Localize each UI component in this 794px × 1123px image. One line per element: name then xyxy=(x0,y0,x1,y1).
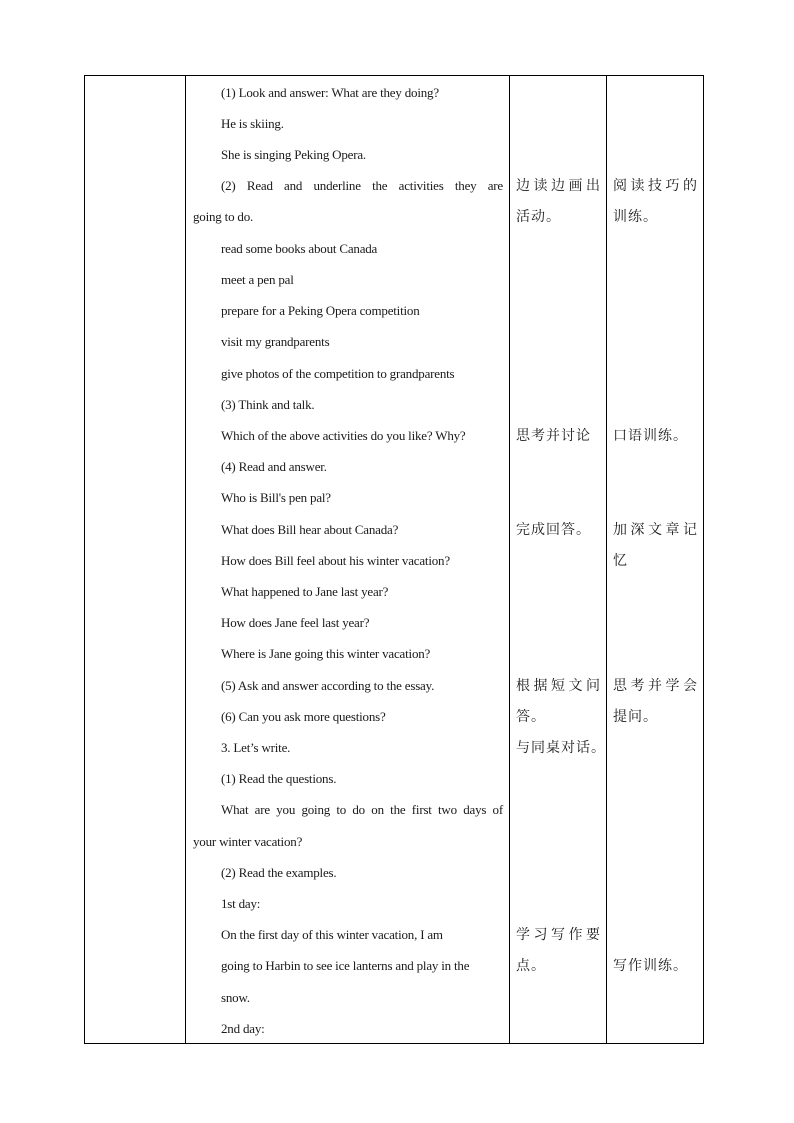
main-line: (2) Read and underline the activities they are xyxy=(221,178,503,193)
main-line: (3) Think and talk. xyxy=(221,397,315,412)
main-line: Who is Bill's pen pal? xyxy=(221,490,331,505)
purpose-line: 训练。 xyxy=(613,209,658,225)
student-line: 完成回答。 xyxy=(516,522,591,538)
main-line: visit my grandparents xyxy=(221,334,330,349)
purpose-line: 忆 xyxy=(613,553,628,569)
purpose-line: 写作训练。 xyxy=(613,958,688,974)
main-line: snow. xyxy=(221,990,250,1005)
student-activity-cell xyxy=(510,76,607,1044)
main-line: (1) Read the questions. xyxy=(221,771,337,786)
teaching-activity-cell xyxy=(186,76,510,1044)
main-line: What happened to Jane last year? xyxy=(221,584,389,599)
main-line: read some books about Canada xyxy=(221,241,378,256)
main-line: 3. Let’s write. xyxy=(221,740,291,755)
purpose-line: 提问。 xyxy=(613,709,658,725)
design-purpose-cell xyxy=(607,76,704,1044)
main-line: 1st day: xyxy=(221,896,261,911)
main-line: (4) Read and answer. xyxy=(221,459,327,474)
student-line: 答。 xyxy=(516,709,546,725)
main-line: He is skiing. xyxy=(221,116,284,131)
purpose-line: 口语训练。 xyxy=(613,428,688,444)
main-line: (2) Read the examples. xyxy=(221,865,337,880)
student-line: 边读边画出 xyxy=(516,178,600,194)
student-line: 根据短文问 xyxy=(516,678,600,694)
main-line: What are you going to do on the first two days of xyxy=(221,802,503,817)
main-line: On the first day of this winter vacation, I am xyxy=(221,927,443,942)
main-line: How does Jane feel last year? xyxy=(221,615,370,630)
purpose-line: 加深文章记 xyxy=(613,522,697,538)
main-line: How does Bill feel about his winter vacation? xyxy=(221,553,450,568)
student-line: 思考并讨论 xyxy=(516,428,591,444)
table-row xyxy=(85,76,704,1044)
main-line: give photos of the competition to grandparents xyxy=(221,366,455,381)
purpose-line: 思考并学会 xyxy=(613,678,697,694)
main-line: Where is Jane going this winter vacation? xyxy=(221,646,431,661)
student-line: 学习写作要 xyxy=(516,927,600,943)
student-line: 活动。 xyxy=(516,209,561,225)
main-line: your winter vacation? xyxy=(193,834,303,849)
student-line: 与同桌对话。 xyxy=(516,740,606,756)
main-line: She is singing Peking Opera. xyxy=(221,147,366,162)
main-line: (1) Look and answer: What are they doing? xyxy=(221,85,439,100)
main-line: (5) Ask and answer according to the essay. xyxy=(221,678,435,693)
student-line: 点。 xyxy=(516,958,546,974)
main-line: going to do. xyxy=(193,209,254,224)
main-line: (6) Can you ask more questions? xyxy=(221,709,386,724)
main-line: 2nd day: xyxy=(221,1021,265,1036)
step-cell xyxy=(85,76,186,1044)
main-line: Which of the above activities do you like? Why? xyxy=(221,428,466,443)
purpose-line: 阅读技巧的 xyxy=(613,178,697,194)
main-line: What does Bill hear about Canada? xyxy=(221,522,399,537)
main-line: prepare for a Peking Opera competition xyxy=(221,303,420,318)
lesson-plan-table xyxy=(84,75,704,1044)
main-line: going to Harbin to see ice lanterns and play in the xyxy=(221,958,470,973)
main-line: meet a pen pal xyxy=(221,272,294,287)
